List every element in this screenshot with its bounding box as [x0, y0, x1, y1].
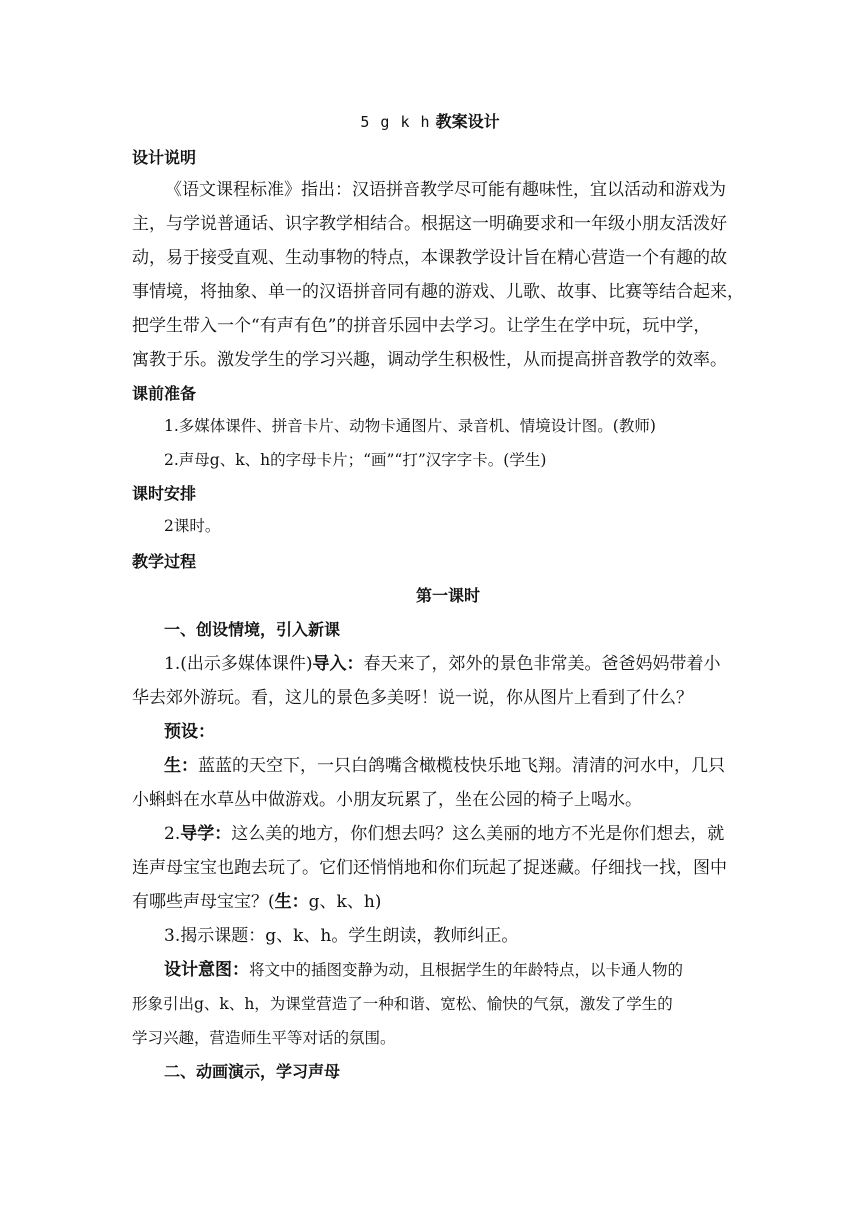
design-intent-line: 学习兴趣，营造师生平等对话的氛围。 — [132, 1029, 396, 1047]
lesson1-heading: 第一课时 — [415, 586, 480, 605]
schedule-text: 2课时。 — [164, 517, 221, 535]
paragraph-intro-line: 华去郊外游玩。看，这儿的景色多美呀！说一说，你从图片上看到了什么？ — [132, 688, 693, 708]
guide-line — [132, 890, 732, 914]
guide-label: 导学： — [180, 824, 232, 844]
student-text: 蓝蓝的天空下，一只白鸽嘴含橄榄枝快乐地飞翔。清清的河水中，几只 — [198, 756, 725, 776]
design-note-line: 《语文课程标准》指出：汉语拼音教学尽可能有趣味性，宜以活动和游戏为 — [165, 180, 726, 200]
document-title — [0, 110, 860, 134]
student-answer-line — [164, 754, 764, 778]
schedule-heading: 课时安排 — [132, 484, 197, 503]
design-intent-text: 将文中的插图变静为动，且根据学生的年龄特点，以卡通人物的 — [249, 961, 684, 979]
preset-label: 预设： — [164, 722, 215, 742]
design-note-line: 动，易于接受直观、生动事物的特点，本课教学设计旨在精心营造一个有趣的故 — [132, 248, 727, 268]
design-intent-line: 形象引出g、k、h，为课堂营造了一种和谐、宽松、愉快的气氛，激发了学生的 — [132, 995, 673, 1013]
design-note-line: 主，与学说普通话、识字教学相结合。根据这一明确要求和一年级小朋友活泼好 — [132, 214, 727, 234]
reveal-topic-line: 3.揭示课题：g、k、h。学生朗读，教师纠正。 — [164, 926, 519, 946]
title-text: 教案设计 — [435, 112, 500, 131]
design-note-line: 寓教于乐。激发学生的学习兴趣，调动学生积极性，从而提高拼音教学的效率。 — [132, 350, 727, 370]
guide-line — [164, 822, 764, 846]
intro-prefix: 1.(出示多媒体课件) — [164, 654, 313, 674]
prep-item: 1.多媒体课件、拼音卡片、动物卡通图片、录音机、情境设计图。(教师) — [164, 417, 656, 435]
intro-label: 导入： — [312, 654, 364, 674]
design-note-heading: 设计说明 — [132, 148, 197, 167]
intro-text: 春天来了，郊外的景色非常美。爸爸妈妈带着小 — [363, 654, 721, 674]
guide-line: 连声母宝宝也跑去玩了。它们还悄悄地和你们玩起了捉迷藏。仔细找一找，图中 — [132, 858, 727, 878]
guide-line3-post: g、k、h) — [308, 892, 382, 912]
paragraph-intro-line — [164, 652, 764, 676]
design-intent-label: 设计意图： — [164, 960, 249, 980]
guide-prefix: 2. — [164, 824, 181, 844]
guide-text: 这么美的地方，你们想去吗？这么美丽的地方不光是你们想去，就 — [231, 824, 725, 844]
design-note-line: 事情境，将抽象、单一的汉语拼音同有趣的游戏、儿歌、故事、比赛等结合起来， — [132, 282, 744, 302]
process-heading: 教学过程 — [132, 552, 197, 571]
title-code: 5 g k h — [360, 113, 431, 131]
student-answer-line: 小蝌蚪在水草丛中做游戏。小朋友玩累了，坐在公园的椅子上喝水。 — [132, 790, 642, 810]
design-intent-line — [164, 958, 764, 982]
guide-line3-label: 生： — [274, 892, 309, 912]
part2-heading: 二、动画演示，学习声母 — [164, 1062, 341, 1081]
prep-item: 2.声母g、k、h的字母卡片；“画”“打”汉字字卡。(学生) — [164, 451, 547, 469]
prep-heading: 课前准备 — [132, 384, 197, 403]
design-note-line: 把学生带入一个“有声有色”的拼音乐园中去学习。让学生在学中玩，玩中学， — [132, 316, 711, 336]
guide-line3-pre: 有哪些声母宝宝？( — [132, 892, 275, 912]
student-label: 生： — [164, 756, 198, 776]
part1-heading: 一、创设情境，引入新课 — [164, 620, 341, 639]
